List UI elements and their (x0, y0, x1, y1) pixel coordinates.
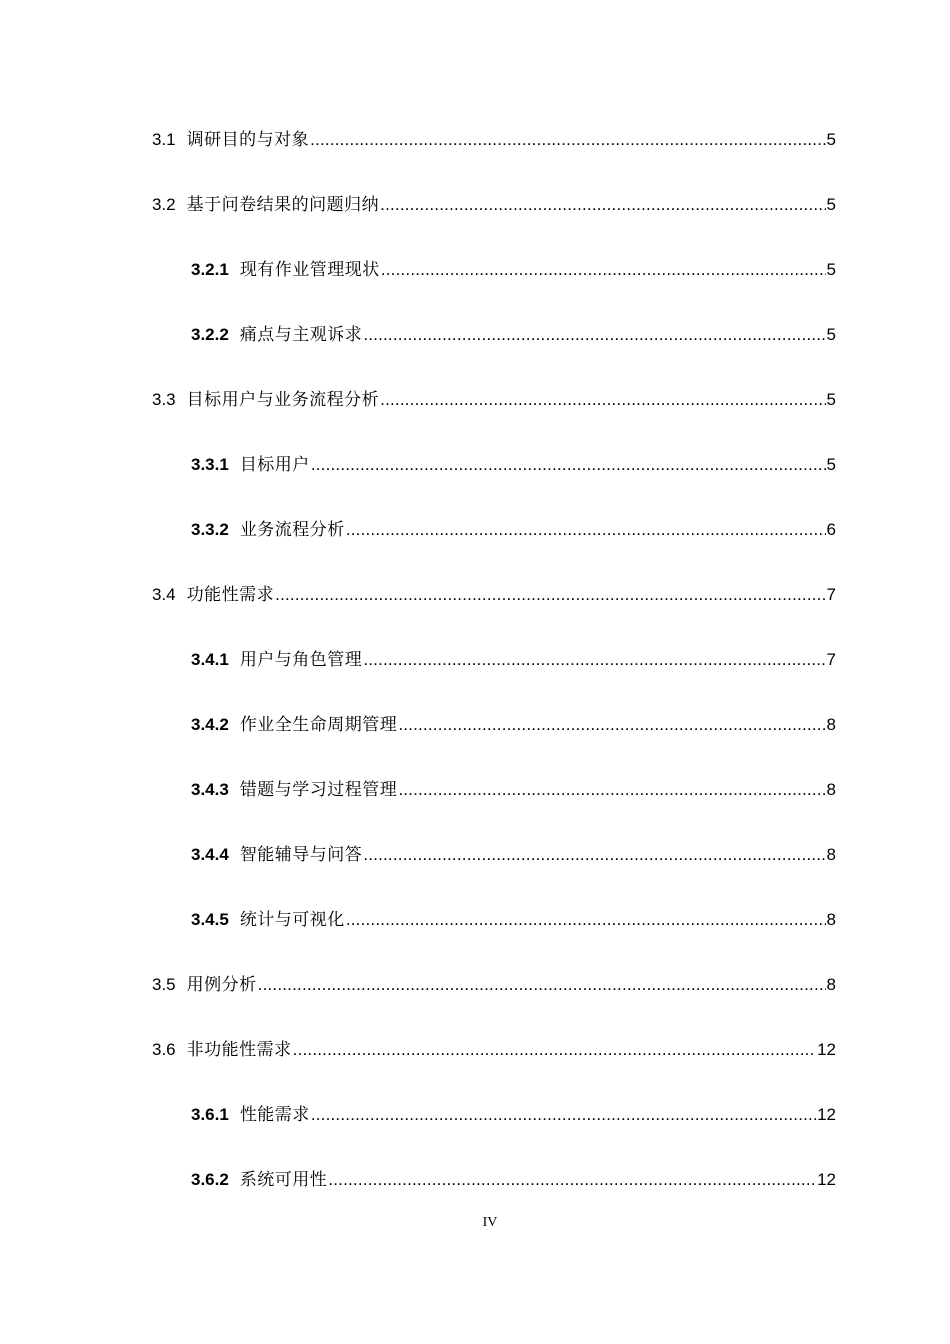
toc-entry-number: 3.4.2 (191, 715, 229, 734)
toc-dot-leader (328, 1169, 816, 1191)
toc-entry-page: 7 (826, 585, 836, 604)
toc-entry-title: 系统可用性 (239, 1170, 328, 1190)
toc-entry-title: 错题与学习过程管理 (239, 780, 398, 800)
toc-entry-number: 3.3.1 (191, 455, 229, 474)
toc-entry-title: 智能辅导与问答 (239, 845, 363, 865)
toc-entry-3-4-5[interactable] (191, 909, 836, 931)
toc-entry-page: 8 (826, 780, 836, 799)
toc-entry-number: 3.6 (152, 1040, 176, 1059)
toc-entry-3-4-1[interactable] (191, 649, 836, 671)
toc-entry-3-3-1[interactable] (191, 454, 836, 476)
toc-entry-title: 目标用户 (239, 455, 310, 475)
toc-dot-leader (346, 519, 826, 541)
toc-entry-3-6[interactable] (152, 1039, 836, 1061)
toc-entry-page: 5 (826, 260, 836, 279)
toc-entry-page: 8 (826, 910, 836, 929)
toc-entry-3-2-1[interactable] (191, 259, 836, 281)
toc-dot-leader (398, 779, 825, 801)
toc-entry-number: 3.2.2 (191, 325, 229, 344)
toc-dot-leader (381, 259, 826, 281)
toc-dot-leader (380, 194, 825, 216)
toc-entry-3-1[interactable] (152, 129, 836, 151)
toc-entry-3-3[interactable] (152, 389, 836, 411)
toc-entry-3-2-2[interactable] (191, 324, 836, 346)
toc-entry-number: 3.2.1 (191, 260, 229, 279)
toc-dot-leader (258, 974, 826, 996)
toc-entry-number: 3.1 (152, 130, 176, 149)
toc-entry-3-4-4[interactable] (191, 844, 836, 866)
toc-entry-page: 8 (826, 715, 836, 734)
toc-dot-leader (275, 584, 825, 606)
toc-entry-page: 12 (817, 1105, 836, 1124)
toc-entry-page: 7 (826, 650, 836, 669)
toc-entry-3-5[interactable] (152, 974, 836, 996)
toc-entry-number: 3.6.1 (191, 1105, 229, 1124)
toc-entry-number: 3.4.4 (191, 845, 229, 864)
toc-entry-number: 3.3.2 (191, 520, 229, 539)
toc-entry-title: 性能需求 (239, 1105, 310, 1125)
toc-dot-leader (310, 129, 825, 151)
toc-dot-leader (311, 454, 826, 476)
toc-dot-leader (363, 844, 825, 866)
toc-entry-title: 基于问卷结果的问题归纳 (186, 195, 380, 215)
toc-entry-title: 业务流程分析 (239, 520, 345, 540)
toc-entry-number: 3.2 (152, 195, 176, 214)
toc-entry-3-6-2[interactable] (191, 1169, 836, 1191)
toc-entry-number: 3.5 (152, 975, 176, 994)
toc-dot-leader (363, 649, 825, 671)
toc-dot-leader (363, 324, 825, 346)
toc-entry-title: 统计与可视化 (239, 910, 345, 930)
toc-entry-page: 5 (826, 455, 836, 474)
toc-entry-number: 3.4.5 (191, 910, 229, 929)
toc-entry-page: 8 (826, 975, 836, 994)
toc-entry-number: 3.4.1 (191, 650, 229, 669)
toc-entry-title: 用户与角色管理 (239, 650, 363, 670)
toc-entry-3-3-2[interactable] (191, 519, 836, 541)
toc-entry-page: 5 (826, 130, 836, 149)
toc-entry-title: 作业全生命周期管理 (239, 715, 398, 735)
toc-dot-leader (398, 714, 825, 736)
toc-entry-number: 3.6.2 (191, 1170, 229, 1189)
toc-entry-title: 调研目的与对象 (186, 130, 310, 150)
toc-entry-3-2[interactable] (152, 194, 836, 216)
toc-entry-page: 8 (826, 845, 836, 864)
toc-entry-page: 12 (817, 1170, 836, 1189)
toc-entry-page: 5 (826, 195, 836, 214)
toc-dot-leader (380, 389, 825, 411)
toc-entry-3-4-2[interactable] (191, 714, 836, 736)
toc-entry-title: 现有作业管理现状 (239, 260, 380, 280)
toc-entry-3-4[interactable] (152, 584, 836, 606)
toc-entry-number: 3.3 (152, 390, 176, 409)
toc-entry-page: 5 (826, 390, 836, 409)
toc-entry-title: 功能性需求 (186, 585, 275, 605)
toc-entry-page: 6 (826, 520, 836, 539)
toc-entry-number: 3.4.3 (191, 780, 229, 799)
toc-entry-page: 5 (826, 325, 836, 344)
toc-entry-title: 用例分析 (186, 975, 257, 995)
toc-entry-title: 非功能性需求 (186, 1040, 292, 1060)
toc-entry-number: 3.4 (152, 585, 176, 604)
toc-entry-3-6-1[interactable] (191, 1104, 836, 1126)
toc-entry-title: 痛点与主观诉求 (239, 325, 363, 345)
toc-dot-leader (346, 909, 826, 931)
toc-dot-leader (311, 1104, 816, 1126)
page-number-footer: IV (482, 1215, 498, 1230)
toc-entry-3-4-3[interactable] (191, 779, 836, 801)
toc-entry-page: 12 (817, 1040, 836, 1059)
toc-dot-leader (293, 1039, 816, 1061)
toc-entry-title: 目标用户与业务流程分析 (186, 390, 380, 410)
